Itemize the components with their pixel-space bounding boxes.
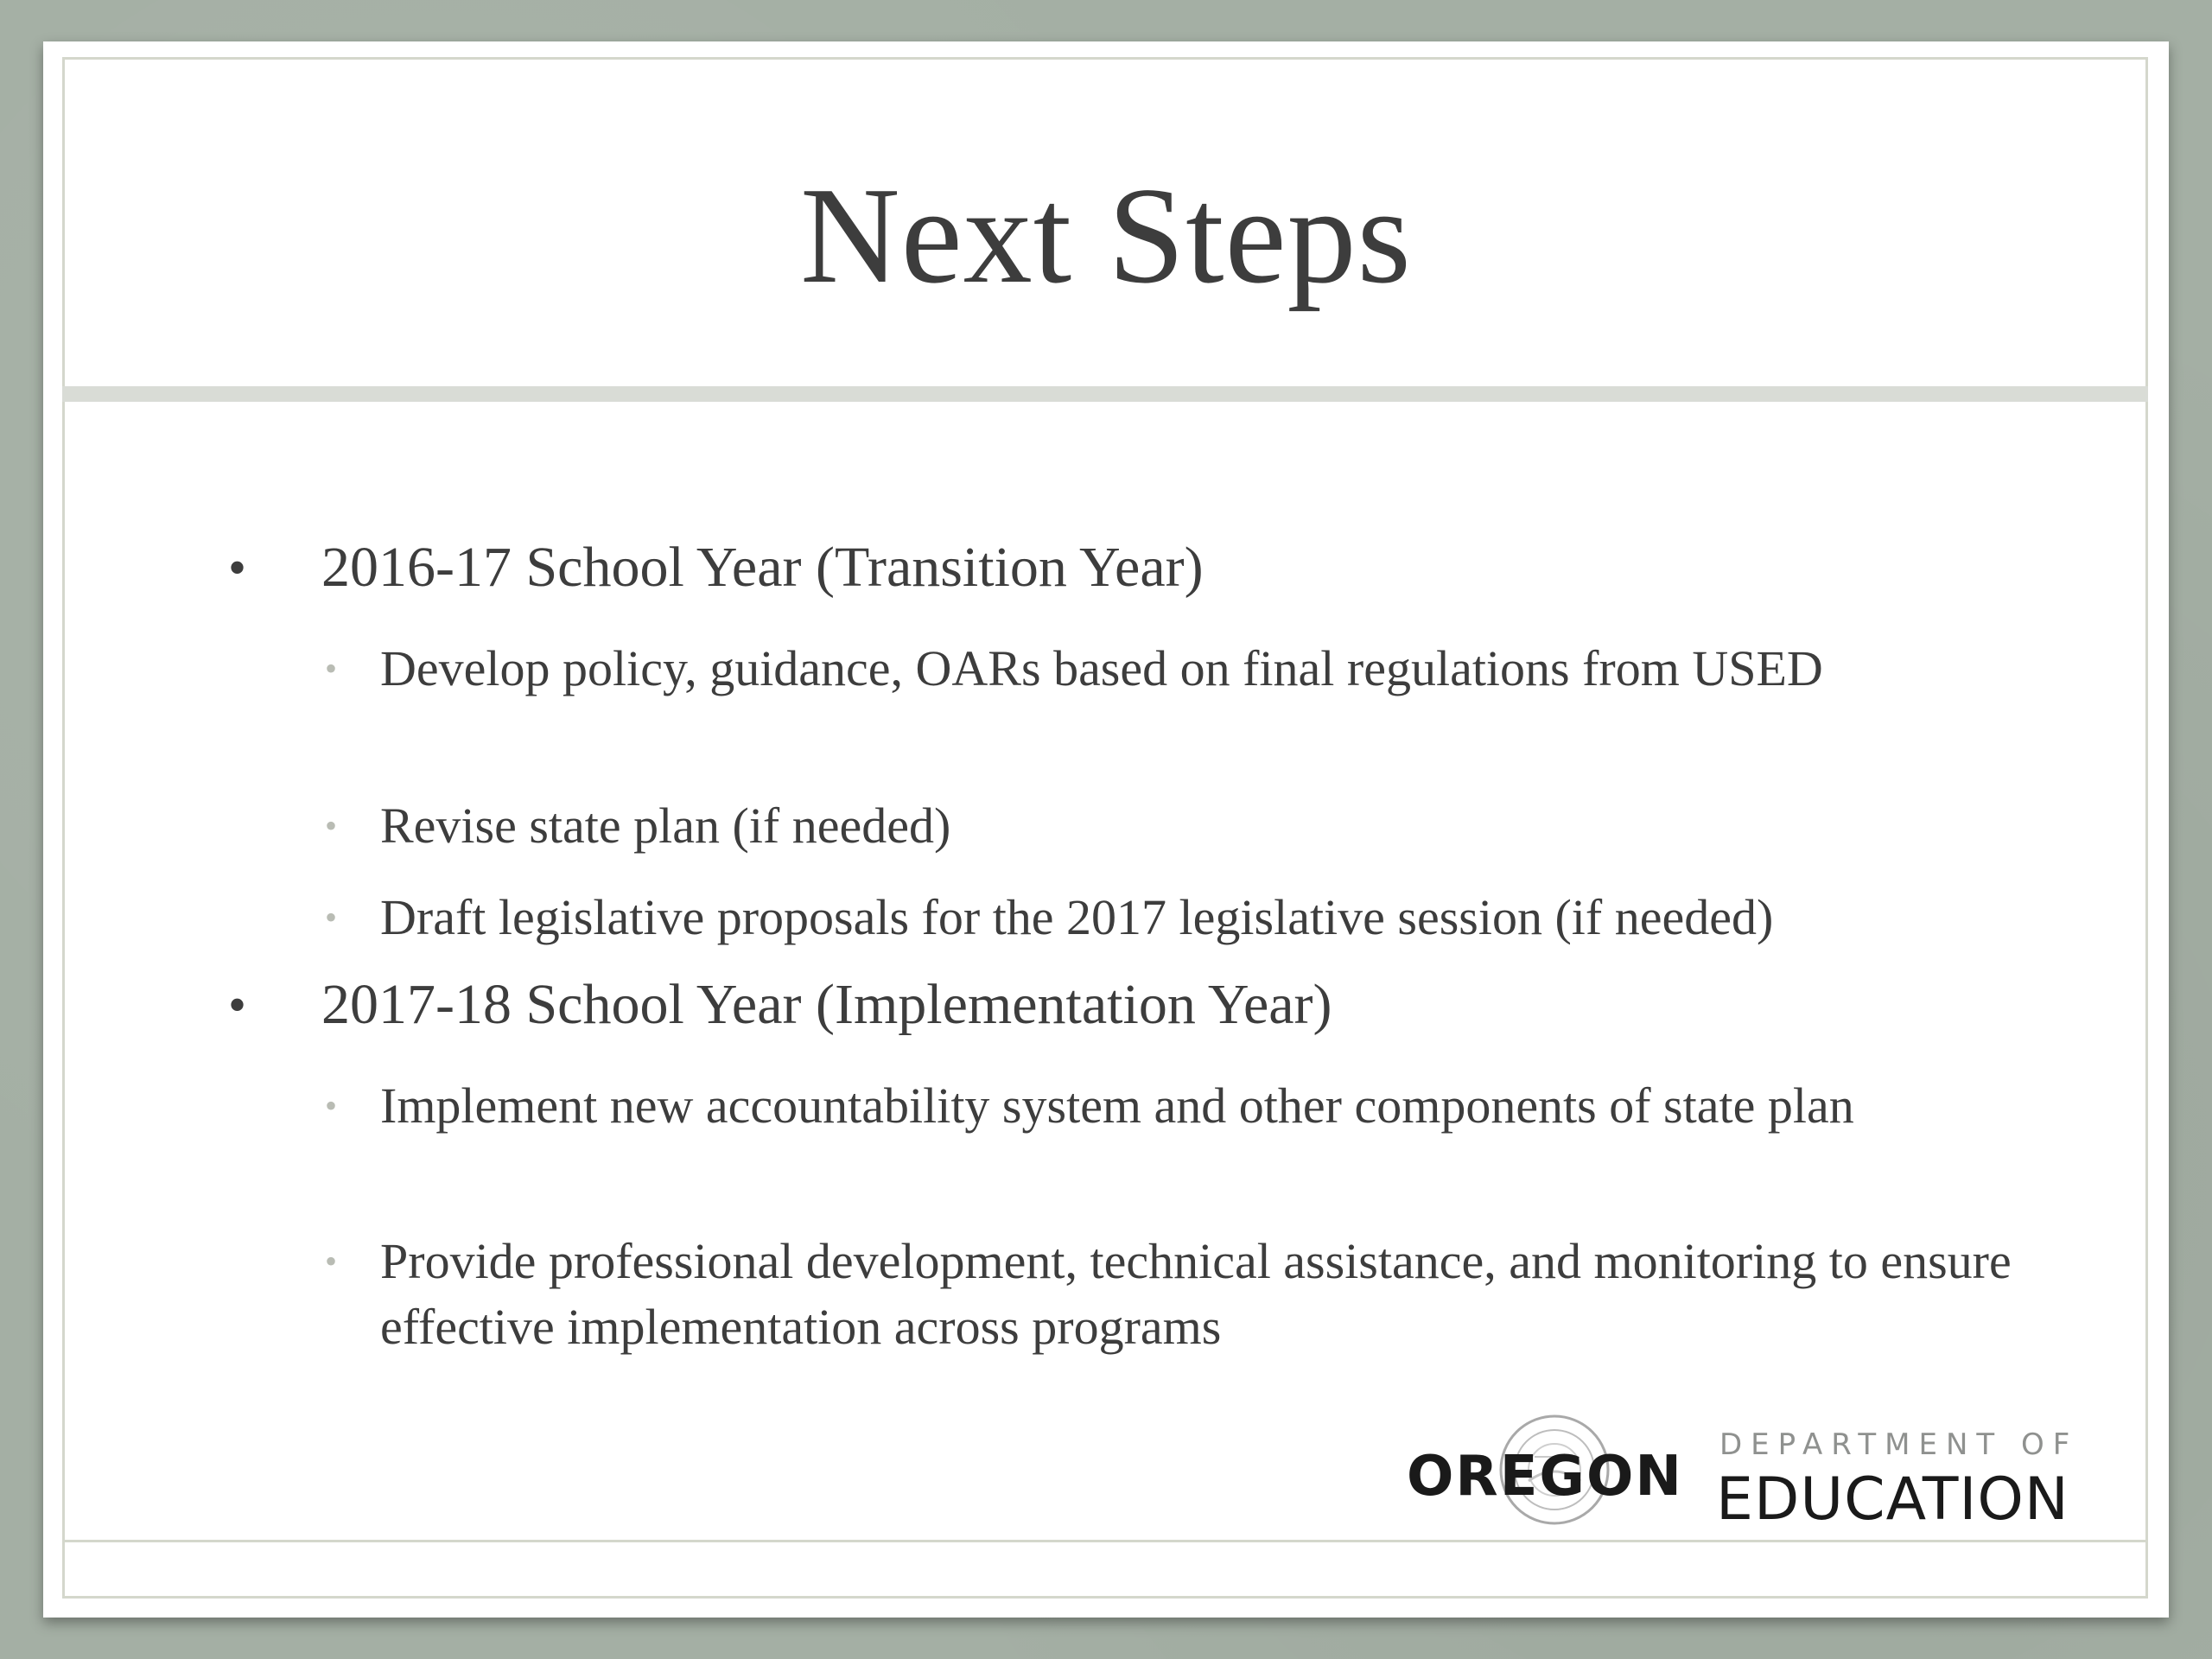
oregon-department-of-education-logo bbox=[1407, 1407, 2115, 1545]
logo-oregon-text: OREGON bbox=[1407, 1445, 1683, 1509]
bullet-item bbox=[228, 534, 1204, 601]
sub-bullet-icon: • bbox=[325, 1242, 338, 1281]
slide-content bbox=[43, 41, 2169, 1618]
logo-education-text: EDUCATION bbox=[1716, 1465, 2069, 1534]
sub-bullet-item bbox=[325, 1229, 2022, 1360]
bullet-text: 2016-17 School Year (Transition Year) bbox=[321, 536, 1204, 599]
sub-bullet-item bbox=[325, 636, 2022, 702]
sub-bullet-icon: • bbox=[325, 649, 338, 688]
bullet-item bbox=[228, 971, 1332, 1039]
bullet-icon: • bbox=[228, 539, 247, 596]
sub-bullet-item bbox=[325, 1073, 2022, 1139]
slide bbox=[43, 41, 2169, 1618]
sub-bullet-icon: • bbox=[325, 898, 338, 937]
sub-bullet-icon: • bbox=[325, 806, 338, 845]
sub-bullet-text: Draft legislative proposals for the 2017 legislative session (if needed) bbox=[380, 889, 1774, 945]
bullet-text: 2017-18 School Year (Implementation Year) bbox=[321, 973, 1332, 1036]
sub-bullet-text: Develop policy, guidance, OARs based on final regulations from USED bbox=[380, 640, 1823, 696]
sub-bullet-text: Revise state plan (if needed) bbox=[380, 798, 951, 854]
sub-bullet-icon: • bbox=[325, 1086, 338, 1125]
slide-title: Next Steps bbox=[800, 157, 1412, 312]
sub-bullet-text: Implement new accountability system and other components of state plan bbox=[380, 1077, 1854, 1134]
sub-bullet-text: Provide professional development, technical assistance, and monitoring to ensure effective implementation across programs bbox=[380, 1233, 2012, 1355]
sub-bullet-item bbox=[325, 885, 2195, 950]
sub-bullet-item bbox=[325, 793, 2022, 859]
bullet-icon: • bbox=[228, 976, 247, 1033]
logo-department-text: DEPARTMENT OF bbox=[1719, 1427, 2079, 1462]
